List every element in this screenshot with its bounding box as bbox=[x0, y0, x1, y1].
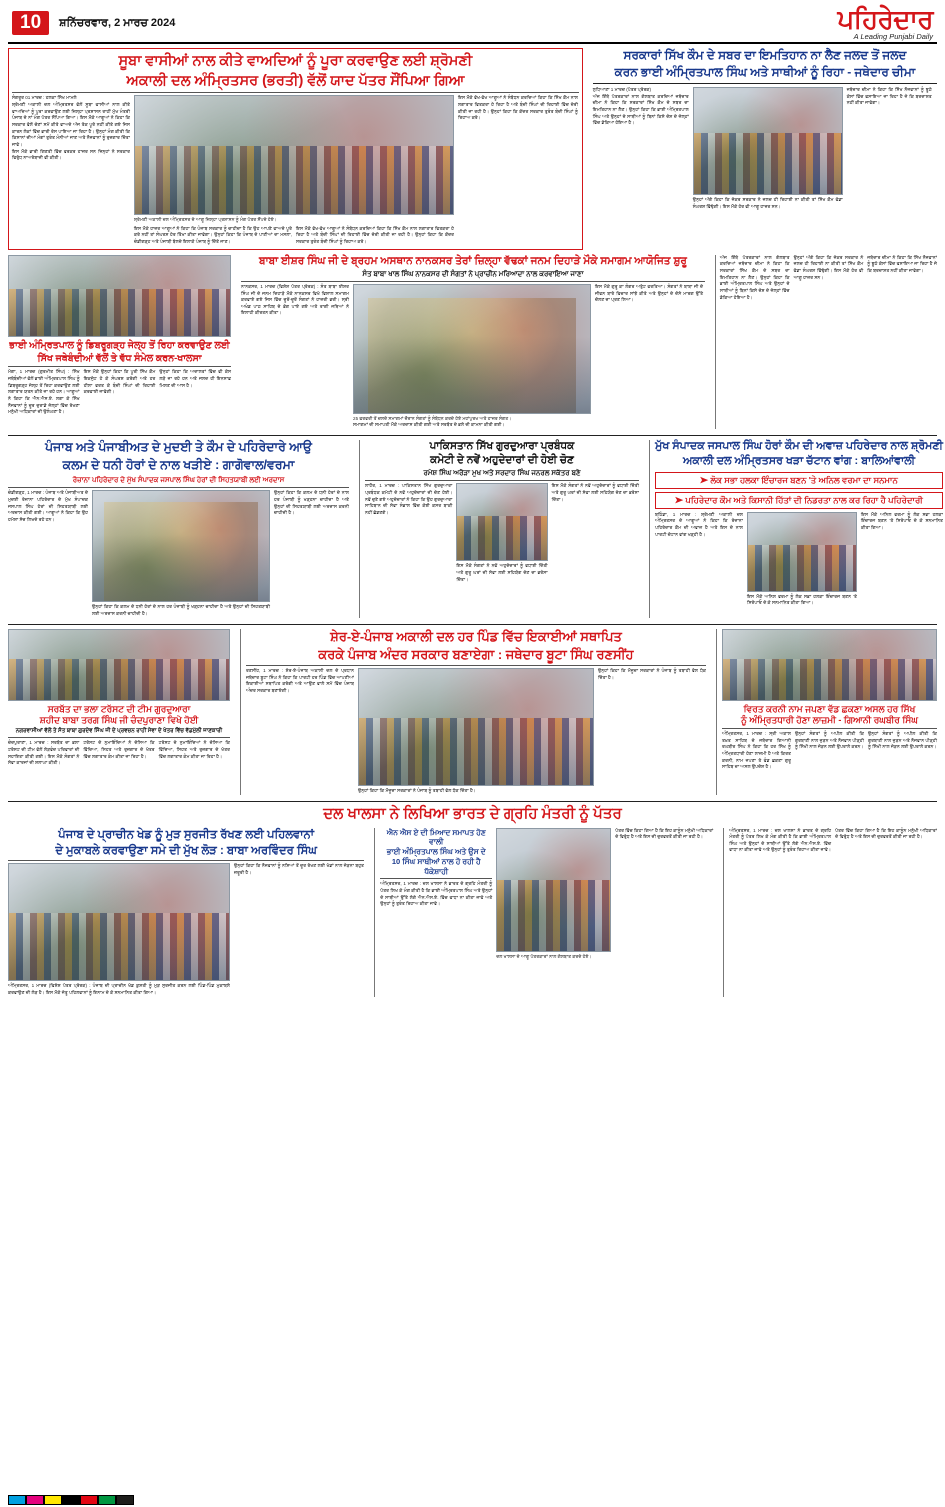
a3-headline-line1: ਭਾਈ ਅੰਮ੍ਰਿਤਪਾਲ ਨੂੰ ਡਿਬਰੂਗੜ੍ਹ ਜੇਲ੍ਹ ਤੋਂ ਰਿਹਾ ਕਰਵਾਉਣ ਲਈ bbox=[9, 339, 230, 351]
a5-headline-line2: ਕਲਮ ਦੇ ਧਨੀ ਹੋਰਾਂ ਦੇ ਨਾਲ ਖੜੀਏ : ਗਾਗੋਵਾਲ/ਵਰਮਾ bbox=[62, 457, 295, 472]
paper-tagline: A Leading Punjabi Daily bbox=[853, 31, 933, 41]
paper-title: ਪਹਿਰੇਦਾਰ bbox=[837, 3, 933, 34]
a7-text2b: ਇਸ ਮੌਕੇ ਅਨਿਲ ਵਰਮਾ ਨੂੰ ਲੋਕ ਸਭਾ ਹਲਕਾ ਇੰਚਾਰਜ ਬਣਨ 'ਤੇ ਸਿਰੋਪਾਓ ਦੇ ਕੇ ਸਨਮਾਨਿਤ ਕੀਤਾ ਗਿਆ। bbox=[861, 511, 943, 530]
article-a1 bbox=[8, 48, 583, 250]
cmyk-swatch-cyan bbox=[8, 1495, 26, 1505]
a3-photo bbox=[8, 255, 231, 337]
a4-text2: ਇਸ ਮੌਕੇ ਗੁਰੂ ਕਾ ਲੰਗਰ ਅਤੁੱਟ ਵਰਤਿਆ। ਸੰਗਤਾਂ ਨੇ ਬਾਬਾ ਜੀ ਦੇ ਜੀਵਨ ਬਾਰੇ ਵਿਚਾਰ ਸਾਂਝੇ ਕੀਤੇ ਅਤੇ ਉਨ੍ਹਾਂ ਦੇ ਦੱਸੇ ਮਾਰਗ ਉੱਤੇ ਚੱਲਣ ਦਾ ਪ੍ਰਣ ਲਿਆ। bbox=[595, 283, 704, 303]
a2-text1: ਅੱਜ ਇੱਥੇ ਪੱਤਰਕਾਰਾਂ ਨਾਲ ਗੱਲਬਾਤ ਕਰਦਿਆਂ ਜਥੇਦਾਰ ਚੀਮਾ ਨੇ ਕਿਹਾ ਕਿ ਸਰਕਾਰਾਂ ਸਿੱਖ ਕੌਮ ਦੇ ਸਬਰ ਦਾ ਇਮਤਿਹਾਨ ਨਾ ਲੈਣ। ਉਨ੍ਹਾਂ ਕਿਹਾ ਕਿ ਭਾਈ ਅੰਮ੍ਰਿਤਪਾਲ ਸਿੰਘ ਅਤੇ ਉਨ੍ਹਾਂ ਦੇ ਸਾਥੀਆਂ ਨੂੰ ਬਿਨਾਂ ਕਿਸੇ ਦੋਸ਼ ਦੇ ਜੇਲ੍ਹਾਂ ਵਿੱਚ ਡੱਕਿਆ ਹੋਇਆ ਹੈ। bbox=[592, 93, 689, 126]
a11-cont-2: ਪੱਤਰ ਵਿੱਚ ਕਿਹਾ ਗਿਆ ਹੈ ਕਿ ਇਹ ਕਾਨੂੰਨ ਮਨੁੱਖੀ ਅਧਿਕਾਰਾਂ ਦੇ ਵਿਰੁੱਧ ਹੈ ਅਤੇ ਇਸ ਦੀ ਦੁਰਵਰਤੋਂ ਕੀਤੀ ਜਾ ਰਹੀ ਹੈ। bbox=[835, 827, 937, 840]
a3-text3: ਉਨ੍ਹਾਂ ਕਿਹਾ ਕਿ ਅਦਾਲਤਾਂ ਵਿੱਚ ਵੀ ਕੇਸ ਲੜੇ ਜਾ ਰਹੇ ਹਨ ਅਤੇ ਜਲਦ ਹੀ ਇਨਸਾਫ਼ ਮਿਲਣ ਦੀ ਆਸ ਹੈ। bbox=[159, 369, 232, 388]
a8-headline-line1: ਸ਼ੇਰ-ਏ-ਪੰਜਾਬ ਅਕਾਲੀ ਦਲ ਹਰ ਪਿੰਡ ਵਿੱਚ ਇਕਾਈਆਂ ਸਥਾਪਿਤ bbox=[330, 628, 622, 644]
a1-photo bbox=[134, 95, 454, 215]
article-a2 bbox=[593, 48, 937, 250]
a6-photo bbox=[456, 483, 547, 561]
a11-cont-1: ਅੰਮ੍ਰਿਤਸਰ, 1 ਮਾਰਚ : ਦਲ ਖਾਲਸਾ ਨੇ ਭਾਰਤ ਦੇ ਗ੍ਰਹਿ ਮੰਤਰੀ ਨੂੰ ਪੱਤਰ ਲਿਖ ਕੇ ਮੰਗ ਕੀਤੀ ਹੈ ਕਿ ਭਾਈ ਅੰਮ੍ਰਿਤਪਾਲ ਸਿੰਘ ਅਤੇ ਉਨ੍ਹਾਂ ਦੇ ਸਾਥੀਆਂ ਉੱਤੇ ਲੱਗੇ ਐਨ.ਐਸ.ਏ. ਵਿੱਚ ਵਾਧਾ ਨਾ ਕੀਤਾ ਜਾਵੇ ਅਤੇ ਉਨ੍ਹਾਂ ਨੂੰ ਤੁਰੰਤ ਰਿਹਾਅ ਕੀਤਾ ਜਾਵੇ। bbox=[729, 827, 832, 853]
a11-subhead-4: ਧੱਕੇਸ਼ਾਹੀ bbox=[424, 866, 449, 876]
article-a10 bbox=[716, 629, 937, 795]
a1-text3b: ਇਸ ਮੌਕੇ ਵੱਖ-ਵੱਖ ਆਗੂਆਂ ਨੇ ਸੰਬੋਧਨ ਕਰਦਿਆਂ ਕਿਹਾ ਕਿ ਸਿੱਖ ਕੌਮ ਨਾਲ ਲਗਾਤਾਰ ਵਿਤਕਰਾ ਹੋ ਰਿਹਾ ਹੈ ਅਤੇ ਬੰਦੀ ਸਿੰਘਾਂ ਦੀ ਰਿਹਾਈ ਵਿੱਚ ਦੇਰੀ ਕੀਤੀ ਜਾ ਰਹੀ ਹੈ। ਉਨ੍ਹਾਂ ਕਿਹਾ ਕਿ ਕੇਂਦਰ ਸਰਕਾਰ ਤੁਰੰਤ ਬੰਦੀ ਸਿੰਘਾਂ ਨੂੰ ਰਿਹਾਅ ਕਰੇ। bbox=[458, 95, 578, 121]
a2-continuation bbox=[715, 255, 937, 429]
article-a6 bbox=[359, 440, 639, 618]
a9-text2: ਟਰੱਸਟ ਦੇ ਨੁਮਾਇੰਦਿਆਂ ਨੇ ਦੱਸਿਆ ਕਿ ਵਿੱਦਿਆ, ਸਿਹਤ ਅਤੇ ਰੁਜ਼ਗਾਰ ਦੇ ਖੇਤਰ ਵਿੱਚ ਲਗਾਤਾਰ ਕੰਮ ਕੀਤਾ ਜਾ ਰਿਹਾ ਹੈ। bbox=[83, 740, 155, 759]
a7-text1: ਬਠਿੰਡਾ, 1 ਮਾਰਚ : ਸ਼੍ਰੋਮਣੀ ਅਕਾਲੀ ਦਲ ਅੰਮ੍ਰਿਤਸਰ ਦੇ ਆਗੂਆਂ ਨੇ ਕਿਹਾ ਕਿ ਰੋਜ਼ਾਨਾ ਪਹਿਰੇਦਾਰ ਕੌਮ ਦੀ ਅਵਾਜ਼ ਹੈ ਅਤੇ ਇਸ ਦੇ ਨਾਲ ਪਾਰਟੀ ਚੱਟਾਨ ਵਾਂਗ ਖੜ੍ਹੀ ਹੈ। bbox=[655, 511, 743, 537]
a6-text1: ਲਾਹੌਰ, 1 ਮਾਰਚ : ਪਾਕਿਸਤਾਨ ਸਿੱਖ ਗੁਰਦੁਆਰਾ ਪ੍ਰਬੰਧਕ ਕਮੇਟੀ ਦੇ ਨਵੇਂ ਅਹੁਦੇਦਾਰਾਂ ਦੀ ਚੋਣ ਹੋਈ। ਨਵੇਂ ਚੁਣੇ ਗਏ ਅਹੁਦੇਦਾਰਾਂ ਨੇ ਕਿਹਾ ਕਿ ਉਹ ਗੁਰਦੁਆਰਾ ਸਾਹਿਬਾਨ ਦੀ ਸੇਵਾ ਸੰਭਾਲ ਵਿੱਚ ਕੋਈ ਕਸਰ ਬਾਕੀ ਨਹੀਂ ਛੱਡਣਗੇ। bbox=[365, 483, 453, 515]
a7-photo bbox=[747, 512, 857, 592]
a2-text3: ਜਥੇਦਾਰ ਚੀਮਾ ਨੇ ਕਿਹਾ ਕਿ ਸਿੱਖ ਨੌਜਵਾਨਾਂ ਨੂੰ ਝੂਠੇ ਕੇਸਾਂ ਵਿੱਚ ਫਸਾਇਆ ਜਾ ਰਿਹਾ ਹੈ ਜੋ ਕਿ ਬਰਦਾਸ਼ਤ ਨਹੀਂ ਕੀਤਾ ਜਾਵੇਗਾ। bbox=[846, 87, 932, 106]
a5-headline-line1: ਪੰਜਾਬ ਅਤੇ ਪੰਜਾਬੀਅਤ ਦੇ ਮੁਦਈ ਤੇ ਕੌਮ ਦੇ ਪਹਿਰੇਦਾਰੇ ਆਉ bbox=[45, 439, 312, 454]
a2-cont-text1: ਅੱਜ ਇੱਥੇ ਪੱਤਰਕਾਰਾਂ ਨਾਲ ਗੱਲਬਾਤ ਕਰਦਿਆਂ ਜਥੇਦਾਰ ਚੀਮਾ ਨੇ ਕਿਹਾ ਕਿ ਸਰਕਾਰਾਂ ਸਿੱਖ ਕੌਮ ਦੇ ਸਬਰ ਦਾ ਇਮਤਿਹਾਨ ਨਾ ਲੈਣ। ਉਨ੍ਹਾਂ ਕਿਹਾ ਕਿ ਭਾਈ ਅੰਮ੍ਰਿਤਪਾਲ ਸਿੰਘ ਅਤੇ ਉਨ੍ਹਾਂ ਦੇ ਸਾਥੀਆਂ ਨੂੰ ਬਿਨਾਂ ਕਿਸੇ ਦੋਸ਼ ਦੇ ਜੇਲ੍ਹਾਂ ਵਿੱਚ ਡੱਕਿਆ ਹੋਇਆ ਹੈ। bbox=[719, 254, 790, 300]
a3-text1: ਸਿੱਖ ਜਥੇਬੰਦੀਆਂ ਵੱਲੋਂ ਭਾਈ ਅੰਮ੍ਰਿਤਪਾਲ ਸਿੰਘ ਨੂੰ ਡਿਬਰੂਗੜ੍ਹ ਜੇਲ੍ਹ ਤੋਂ ਰਿਹਾ ਕਰਵਾਉਣ ਲਈ ਲਗਾਤਾਰ ਯਤਨ ਕੀਤੇ ਜਾ ਰਹੇ ਹਨ। ਆਗੂਆਂ ਨੇ ਕਿਹਾ ਕਿ ਐਨ.ਐਸ.ਏ. ਲਗਾ ਕੇ ਸਿੱਖ ਨੌਜਵਾਨਾਂ ਨੂੰ ਦੂਰ ਦੁਰਾਡੇ ਜੇਲ੍ਹਾਂ ਵਿੱਚ ਰੱਖਣਾ ਮਨੁੱਖੀ ਅਧਿਕਾਰਾਂ ਦੀ ਉਲੰਘਣਾ ਹੈ। bbox=[8, 369, 80, 415]
a1-caption: ਸ਼੍ਰੋਮਣੀ ਅਕਾਲੀ ਦਲ ਅੰਮ੍ਰਿਤਸਰ ਦੇ ਆਗੂ ਜ਼ਿਲ੍ਹਾ ਪ੍ਰਸ਼ਾਸਨ ਨੂੰ ਮੰਗ ਪੱਤਰ ਸੌਂਪਦੇ ਹੋਏ। bbox=[134, 217, 277, 223]
a4-subhead: ਸੰਤ ਬਾਬਾ ਖਾਲ ਸਿੰਘ ਨਾਨਕਸਰ ਦੀ ਸੰਗਤਾਂ ਨੇ ਪ੍ਰਾਚੀਨ ਮਰਿਆਦਾ ਨਾਲ ਕਰਵਾਇਆ ਜਾਣਾ bbox=[362, 270, 584, 278]
a7-headline-line1: ਮੁੱਖ ਸੰਪਾਦਕ ਜਸਪਾਲ ਸਿੰਘ ਹੋਰਾਂ ਕੌਮ ਦੀ ਅਵਾਜ਼ ਪਹਿਰੇਦਾਰ ਨਾਲ ਸ਼੍ਰੋਮਣੀ bbox=[655, 439, 943, 452]
a1-text2: ਇਸ ਮੌਕੇ ਹਾਜ਼ਰ ਆਗੂਆਂ ਨੇ ਕਿਹਾ ਕਿ ਪੰਜਾਬ ਸਰਕਾਰ ਨੂੰ ਚਾਹੀਦਾ ਹੈ ਕਿ ਉਹ ਆਪਣੇ ਵਾਅਦੇ ਪੂਰੇ ਕਰੇ ਨਹੀਂ ਤਾਂ ਸੰਘਰਸ਼ ਹੋਰ ਤਿੱਖਾ ਕੀਤਾ ਜਾਵੇਗਾ। ਉਨ੍ਹਾਂ ਕਿਹਾ ਕਿ ਪੰਜਾਬ ਦੇ ਪਾਣੀਆਂ ਦਾ ਮਸਲਾ, ਚੰਡੀਗੜ੍ਹ ਅਤੇ ਪੰਜਾਬੀ ਬੋਲਦੇ ਇਲਾਕੇ ਪੰਜਾਬ ਨੂੰ ਦਿੱਤੇ ਜਾਣ। bbox=[134, 225, 292, 244]
a2-cont-text3: ਜਥੇਦਾਰ ਚੀਮਾ ਨੇ ਕਿਹਾ ਕਿ ਸਿੱਖ ਨੌਜਵਾਨਾਂ ਨੂੰ ਝੂਠੇ ਕੇਸਾਂ ਵਿੱਚ ਫਸਾਇਆ ਜਾ ਰਿਹਾ ਹੈ ਜੋ ਕਿ ਬਰਦਾਸ਼ਤ ਨਹੀਂ ਕੀਤਾ ਜਾਵੇਗਾ। bbox=[867, 254, 937, 273]
a1-text3: ਇਸ ਮੌਕੇ ਵੱਖ-ਵੱਖ ਆਗੂਆਂ ਨੇ ਸੰਬੋਧਨ ਕਰਦਿਆਂ ਕਿਹਾ ਕਿ ਸਿੱਖ ਕੌਮ ਨਾਲ ਲਗਾਤਾਰ ਵਿਤਕਰਾ ਹੋ ਰਿਹਾ ਹੈ ਅਤੇ ਬੰਦੀ ਸਿੰਘਾਂ ਦੀ ਰਿਹਾਈ ਵਿੱਚ ਦੇਰੀ ਕੀਤੀ ਜਾ ਰਹੀ ਹੈ। ਉਨ੍ਹਾਂ ਕਿਹਾ ਕਿ ਕੇਂਦਰ ਸਰਕਾਰ ਤੁਰੰਤ ਬੰਦੀ ਸਿੰਘਾਂ ਨੂੰ ਰਿਹਾਅ ਕਰੇ। bbox=[296, 225, 454, 244]
a4-headline: ਬਾਬਾ ਈਸ਼ਰ ਸਿੰਘ ਜੀ ਦੇ ਬ੍ਰਹਮ ਅਸਥਾਨ ਨਾਨਕਸਰ ਤੇਰਾਂ ਜ਼ਿਲ੍ਹਾ ਵੱਢਕਾਂ ਜਨਮ ਦਿਹਾੜੇ ਮੌਕੇ ਸਮਾਗਮ ਆਯੋਜਿਤ ਸ਼ੁਰੂ bbox=[259, 254, 687, 267]
a7-banner-1-text: ਲੋਕ ਸਭਾ ਹਲਕਾ ਇੰਚਾਰਜ ਬਣਨ 'ਤੇ ਅਨਿਲ ਵਰਮਾ ਦਾ ਸਨਮਾਨ bbox=[710, 475, 898, 486]
a7-text2: ਇਸ ਮੌਕੇ ਅਨਿਲ ਵਰਮਾ ਨੂੰ ਲੋਕ ਸਭਾ ਹਲਕਾ ਇੰਚਾਰਜ ਬਣਨ 'ਤੇ ਸਿਰੋਪਾਓ ਦੇ ਕੇ ਸਨਮਾਨਿਤ ਕੀਤਾ ਗਿਆ। bbox=[747, 593, 857, 606]
a6-headline-line1: ਪਾਕਿਸਤਾਨ ਸਿੱਖ ਗੁਰਦੁਆਰਾ ਪ੍ਰਬੰਧਕ bbox=[429, 439, 575, 452]
a11-subhead-2: ਭਾਈ ਅੰਮ੍ਰਿਤਪਾਲ ਸਿੰਘ ਅਤੇ ਉਸ ਦੇ bbox=[386, 847, 486, 856]
article-a7 bbox=[649, 440, 943, 618]
a3-dateline: ਮੋਗਾ, 1 ਮਾਰਚ (ਗੁਰਮੀਤ ਸਿੰਘ) : bbox=[8, 369, 70, 375]
a10-text1: ਅੰਮ੍ਰਿਤਸਰ, 1 ਮਾਰਚ : ਸ੍ਰੀ ਅਕਾਲ ਤਖ਼ਤ ਸਾਹਿਬ ਦੇ ਜਥੇਦਾਰ ਗਿਆਨੀ ਰਘਬੀਰ ਸਿੰਘ ਨੇ ਕਿਹਾ ਕਿ ਹਰ ਸਿੱਖ ਨੂੰ ਅੰਮ੍ਰਿਤਧਾਰੀ ਹੋਣਾ ਲਾਜ਼ਮੀ ਹੈ ਅਤੇ ਕਿਰਤ ਕਰਨੀ, ਨਾਮ ਜਪਣਾ ਤੇ ਵੰਡ ਛਕਣਾ ਗੁਰੂ ਸਾਹਿਬ ਦਾ ਅਸਲ ਉਪਦੇਸ਼ ਹੈ। bbox=[721, 731, 791, 770]
a11-text2: ਪੱਤਰ ਵਿੱਚ ਕਿਹਾ ਗਿਆ ਹੈ ਕਿ ਇਹ ਕਾਨੂੰਨ ਮਨੁੱਖੀ ਅਧਿਕਾਰਾਂ ਦੇ ਵਿਰੁੱਧ ਹੈ ਅਤੇ ਇਸ ਦੀ ਦੁਰਵਰਤੋਂ ਕੀਤੀ ਜਾ ਰਹੀ ਹੈ। bbox=[615, 827, 714, 840]
a2-headline-line1: ਸਰਕਾਰਾਂ ਸਿੱਖ ਕੌਮ ਦੇ ਸਬਰ ਦਾ ਇਮਤਿਹਾਨ ਨਾ ਲੈਣ ਜਲਦ ਤੋਂ ਜਲਦ bbox=[623, 48, 907, 62]
article-a12 bbox=[8, 828, 364, 997]
article-a8 bbox=[240, 629, 706, 795]
a7-banner-1 bbox=[660, 475, 938, 486]
a9-photo bbox=[8, 629, 230, 701]
a10-photo bbox=[722, 629, 937, 701]
article-a9 bbox=[8, 629, 230, 795]
arrow-right-icon-2: ➤ bbox=[675, 495, 684, 506]
a12-text1: ਅੰਮ੍ਰਿਤਸਰ, 1 ਮਾਰਚ (ਵਿਸ਼ੇਸ਼ ਪੱਤਰ ਪ੍ਰੇਰਕ) : ਪੰਜਾਬ ਦੀ ਪ੍ਰਾਚੀਨ ਖੇਡ ਕੁਸ਼ਤੀ ਨੂੰ ਮੁੜ ਸੁਰਜੀਤ ਕਰਨ ਲਈ ਪਿੰਡ-ਪਿੰਡ ਮੁਕਾਬਲੇ ਕਰਵਾਉਣ ਦੀ ਲੋੜ ਹੈ। ਇਸ ਮੌਕੇ ਜੇਤੂ ਪਹਿਲਵਾਨਾਂ ਨੂੰ ਇਨਾਮ ਦੇ ਕੇ ਸਨਮਾਨਿਤ ਕੀਤਾ ਗਿਆ। bbox=[8, 983, 230, 995]
a10-text2: ਉਨ੍ਹਾਂ ਸੰਗਤਾਂ ਨੂੰ ਅਪੀਲ ਕੀਤੀ ਕਿ ਗੁਰਬਾਣੀ ਨਾਲ ਜੁੜਨ ਅਤੇ ਨੌਜਵਾਨ ਪੀੜ੍ਹੀ ਨੂੰ ਸਿੱਖੀ ਨਾਲ ਜੋੜਨ ਲਈ ਉਪਰਾਲੇ ਕਰਨ। bbox=[794, 731, 864, 750]
a4-text3: ਸਮਾਗਮਾਂ ਦੀ ਸਮਾਪਤੀ ਮੌਕੇ ਅਰਦਾਸ ਕੀਤੀ ਗਈ ਅਤੇ ਸਰਬੱਤ ਦੇ ਭਲੇ ਦੀ ਕਾਮਨਾ ਕੀਤੀ ਗਈ। bbox=[353, 422, 505, 428]
a2-headline-line2: ਕਰਨ ਭਾਈ ਅੰਮ੍ਰਿਤਪਾਲ ਸਿੰਘ ਅਤੇ ਸਾਥੀਆਂ ਨੂੰ ਰਿਹਾ - ਜਥੇਦਾਰ ਚੀਮਾ bbox=[614, 65, 916, 79]
cmyk-registration-strip bbox=[8, 1495, 134, 1505]
a1-text4: ਇਸ ਮੌਕੇ ਭਾਰੀ ਗਿਣਤੀ ਵਿੱਚ ਵਰਕਰ ਹਾਜ਼ਰ ਸਨ ਜਿਨ੍ਹਾਂ ਨੇ ਸਰਕਾਰ ਵਿਰੁੱਧ ਨਾਅਰੇਬਾਜ਼ੀ ਵੀ ਕੀਤੀ। bbox=[12, 148, 130, 161]
page-number: 10 bbox=[12, 11, 49, 35]
a6-text2: ਇਸ ਮੌਕੇ ਸੰਗਤਾਂ ਨੇ ਨਵੇਂ ਅਹੁਦੇਦਾਰਾਂ ਨੂੰ ਵਧਾਈ ਦਿੱਤੀ ਅਤੇ ਗੁਰੂ ਘਰਾਂ ਦੀ ਸੇਵਾ ਲਈ ਸਹਿਯੋਗ ਦੇਣ ਦਾ ਭਰੋਸਾ ਦਿੱਤਾ। bbox=[456, 563, 548, 582]
top-band bbox=[8, 48, 937, 250]
a1-headline-line2: ਅਕਾਲੀ ਦਲ ਅੰਮ੍ਰਿਤਸਰ (ਭਰਤੀ) ਵੱਲੋਂ ਯਾਦ ਪੱਤਰ ਸੌਂਪਿਆ ਗਿਆ bbox=[126, 73, 465, 90]
a10-headline-line1: ਵਿਰਤ ਕਰਨੀ ਨਾਮ ਜਪਣਾ ਵੱਡ ਛਕਣਾ ਅਸਲ ਹਰ ਸਿੱਖ bbox=[743, 703, 916, 714]
a5-photo bbox=[92, 490, 270, 602]
cmyk-swatch-green bbox=[98, 1495, 116, 1505]
a4-photo bbox=[353, 284, 591, 414]
a6-headline-line2: ਕਮੇਟੀ ਦੇ ਨਵੇਂ ਅਹੁਦੇਦਾਰਾਂ ਦੀ ਹੋਈ ਚੋਣ bbox=[430, 454, 574, 467]
a4-caption: 25 ਫਰਵਰੀ ਤੋਂ ਚਲਦੇ ਸਮਾਗਮਾਂ ਦੌਰਾਨ ਸੰਗਤਾਂ ਨੂੰ ਸੰਬੋਧਨ ਕਰਦੇ ਹੋਏ ਮਹਾਂਪੁਰਖ ਅਤੇ ਹਾਜ਼ਰ ਸੰਗਤ। bbox=[353, 415, 512, 421]
a12-headline-line2: ਦੇ ਮੁਕਾਬਲੇ ਕਰਵਾਉਣਾ ਸਮੇ ਦੀ ਮੁੱਖ ਲੋੜ : ਬਾਬਾ ਅਰਵਿੰਦਰ ਸਿੰਘ bbox=[55, 844, 317, 857]
cmyk-swatch-magenta bbox=[26, 1495, 44, 1505]
a3-text2: ਇਸ ਮੌਕੇ ਉਨ੍ਹਾਂ ਕਿਹਾ ਕਿ ਪੂਰੀ ਸਿੱਖ ਕੌਮ ਇਕਜੁੱਟ ਹੋ ਕੇ ਸੰਘਰਸ਼ ਕਰੇਗੀ ਅਤੇ ਹਰ ਹੀਲਾ ਵਰਤ ਕੇ ਬੰਦੀ ਸਿੰਘਾਂ ਦੀ ਰਿਹਾਈ ਕਰਵਾਈ ਜਾਵੇਗੀ। bbox=[83, 369, 156, 395]
a10-headline-line2: ਨੂੰ ਅੰਮ੍ਰਿਤਧਾਰੀ ਹੋਣਾ ਲਾਜ਼ਮੀ - ਗਿਆਨੀ ਰਘਬੀਰ ਸਿੰਘ bbox=[741, 714, 918, 725]
a11-subhead-3: 10 ਸਿੰਘ ਸਾਥੀਆਂ ਨਾਲ ਹੋ ਰਹੀ ਹੈ bbox=[391, 856, 481, 866]
article-a5 bbox=[8, 440, 349, 618]
date-line: ਸ਼ਨਿੱਚਰਵਾਰ, 2 ਮਾਰਚ 2024 bbox=[59, 16, 176, 29]
fourth-band bbox=[8, 624, 937, 795]
a2-cont-text2: ਉਨ੍ਹਾਂ ਅੱਗੇ ਕਿਹਾ ਕਿ ਜੇਕਰ ਸਰਕਾਰ ਨੇ ਜਲਦ ਹੀ ਰਿਹਾਈ ਨਾ ਕੀਤੀ ਤਾਂ ਸਿੱਖ ਕੌਮ ਵੱਡਾ ਸੰਘਰਸ਼ ਵਿੱਢੇਗੀ। ਇਸ ਮੌਕੇ ਹੋਰ ਵੀ ਆਗੂ ਹਾਜ਼ਰ ਸਨ। bbox=[793, 254, 864, 280]
a6-text2b: ਇਸ ਮੌਕੇ ਸੰਗਤਾਂ ਨੇ ਨਵੇਂ ਅਹੁਦੇਦਾਰਾਂ ਨੂੰ ਵਧਾਈ ਦਿੱਤੀ ਅਤੇ ਗੁਰੂ ਘਰਾਂ ਦੀ ਸੇਵਾ ਲਈ ਸਹਿਯੋਗ ਦੇਣ ਦਾ ਭਰੋਸਾ ਦਿੱਤਾ। bbox=[551, 483, 639, 502]
a2-dateline: ਲੁਧਿਆਣਾ 1 ਮਾਰਚ (ਪੱਤਰ ਪ੍ਰੇਰਕ) bbox=[592, 87, 652, 92]
article-a4 bbox=[241, 255, 705, 429]
cmyk-swatch-red bbox=[80, 1495, 98, 1505]
masthead-left bbox=[12, 11, 175, 35]
a7-banner-2-text: ਪਹਿਰੇਦਾਰ ਕੌਮ ਅਤੇ ਕਿਸਾਨੀ ਹਿੱਤਾਂ ਦੀ ਨਿਡਰਤਾ ਨਾਲ ਕਰ ਰਿਹਾ ਹੈ ਪਹਿਰੇਦਾਰੀ bbox=[685, 495, 923, 506]
second-band bbox=[8, 255, 937, 429]
a1-dateline: ਸੰਗਰੂਰ 01 ਮਾਰਚ : ਹਲਕਾ ਸਿੱਖ ਮਾਮਲੇ bbox=[12, 95, 77, 101]
cmyk-swatch-key bbox=[116, 1495, 134, 1505]
a5-subhead: ਰੋਜ਼ਾਨਾ ਪਹਿਰੇਦਾਰ ਦੇ ਮੁੱਖ ਸੰਪਾਦਕ ਜਸਪਾਲ ਸਿੰਘ ਹੇਰਾਂ ਦੀ ਸਿਹਤਯਾਬੀ ਲਈ ਅਰਦਾਸ bbox=[72, 477, 285, 485]
a7-headline-line2: ਅਕਾਲੀ ਦਲ ਅੰਮ੍ਰਿਤਸਰ ਖੜਾ ਚੱਟਾਨ ਵਾਂਗ : ਬਾਲਿਆਂਵਾਲੀ bbox=[682, 454, 916, 467]
arrow-right-icon: ➤ bbox=[700, 475, 709, 486]
a8-text2b: ਉਨ੍ਹਾਂ ਕਿਹਾ ਕਿ ਮੌਜੂਦਾ ਸਰਕਾਰਾਂ ਨੇ ਪੰਜਾਬ ਨੂੰ ਤਬਾਹੀ ਵੱਲ ਧੱਕ ਦਿੱਤਾ ਹੈ। bbox=[597, 668, 706, 680]
a8-photo bbox=[358, 668, 594, 786]
a5-text2: ਉਨ੍ਹਾਂ ਕਿਹਾ ਕਿ ਕਲਮ ਦੇ ਧਨੀ ਹੋਰਾਂ ਦੇ ਨਾਲ ਹਰ ਪੰਜਾਬੀ ਨੂੰ ਖੜ੍ਹਨਾ ਚਾਹੀਦਾ ਹੈ ਅਤੇ ਉਨ੍ਹਾਂ ਦੀ ਸਿਹਤਯਾਬੀ ਲਈ ਅਰਦਾਸ ਕਰਨੀ ਚਾਹੀਦੀ ਹੈ। bbox=[92, 604, 270, 616]
a12-photo bbox=[8, 863, 230, 981]
a9-subhead: ਨਗਰਵਾਸੀਆਂ ਵੱਲੋਂ ਤੇ ਸੰਤ ਬਾਬਾ ਗੁਰਦੇਵ ਸਿੰਘ ਜੀ ਦੇ ਪ੍ਰਵਚਨ ਰਾਹੀਂ ਸੇਵਾ ਦੇ ਖੇਤਰ ਵਿੱਚ ਵੱਡਮੁੱਲੀ ਜਾਣਕਾਰੀ bbox=[15, 728, 223, 735]
a9-text2b: ਟਰੱਸਟ ਦੇ ਨੁਮਾਇੰਦਿਆਂ ਨੇ ਦੱਸਿਆ ਕਿ ਵਿੱਦਿਆ, ਸਿਹਤ ਅਤੇ ਰੁਜ਼ਗਾਰ ਦੇ ਖੇਤਰ ਵਿੱਚ ਲਗਾਤਾਰ ਕੰਮ ਕੀਤਾ ਜਾ ਰਿਹਾ ਹੈ। bbox=[158, 740, 230, 759]
a4-text1: ਨਾਨਕਸਰ, 1 ਮਾਰਚ (ਵਿਸ਼ੇਸ਼ ਪੱਤਰ ਪ੍ਰੇਰਕ) : ਸੰਤ ਬਾਬਾ ਈਸ਼ਰ ਸਿੰਘ ਜੀ ਦੇ ਜਨਮ ਦਿਹਾੜੇ ਮੌਕੇ ਨਾਨਕਸਰ ਵਿਖੇ ਵਿਸ਼ਾਲ ਸਮਾਗਮ ਕਰਵਾਏ ਗਏ ਜਿਸ ਵਿੱਚ ਦੂਰੋਂ-ਦੂਰੋਂ ਸੰਗਤਾਂ ਨੇ ਹਾਜ਼ਰੀ ਭਰੀ। ਸ੍ਰੀ ਅਖੰਡ ਪਾਠ ਸਾਹਿਬ ਦੇ ਭੋਗ ਪਾਏ ਗਏ ਅਤੇ ਰਾਗੀ ਜਥਿਆਂ ਨੇ ਇਲਾਹੀ ਕੀਰਤਨ ਕੀਤਾ। bbox=[241, 283, 350, 316]
a11-banner bbox=[8, 801, 937, 824]
a8-text1: ਰਣਸੀਂਹ, 1 ਮਾਰਚ : ਸ਼ੇਰ-ਏ-ਪੰਜਾਬ ਅਕਾਲੀ ਦਲ ਦੇ ਪ੍ਰਧਾਨ ਜਥੇਦਾਰ ਬੂਟਾ ਸਿੰਘ ਨੇ ਕਿਹਾ ਕਿ ਪਾਰਟੀ ਹਰ ਪਿੰਡ ਵਿੱਚ ਆਪਣੀਆਂ ਇਕਾਈਆਂ ਸਥਾਪਿਤ ਕਰੇਗੀ ਅਤੇ ਆਉਣ ਵਾਲੇ ਸਮੇਂ ਵਿੱਚ ਪੰਜਾਬ ਅੰਦਰ ਸਰਕਾਰ ਬਣਾਏਗੀ। bbox=[245, 668, 354, 694]
masthead-right bbox=[837, 3, 934, 41]
cmyk-swatch-yellow bbox=[44, 1495, 62, 1505]
a9-text1: ਚੰਦਪੁਰਾਣਾ, 1 ਮਾਰਚ : ਸਰਬੱਤ ਦਾ ਭਲਾ ਟਰੱਸਟ ਦੀ ਟੀਮ ਵੱਲੋਂ ਲੋੜਵੰਦ ਪਰਿਵਾਰਾਂ ਦੀ ਸਹਾਇਤਾ ਕੀਤੀ ਗਈ। ਇਸ ਮੌਕੇ ਸੰਗਤਾਂ ਨੇ ਸੇਵਾ ਕਾਰਜਾਂ ਦੀ ਸ਼ਲਾਘਾ ਕੀਤੀ। bbox=[8, 740, 80, 766]
a2-photo bbox=[693, 87, 843, 195]
a11-continuation bbox=[723, 828, 937, 997]
a12-headline-line1: ਪੰਜਾਬ ਦੇ ਪ੍ਰਾਚੀਨ ਖੇਡ ਨੂੰ ਮੁੜ ਸੁਰਜੀਤ ਰੱਖਣ ਲਈ ਪਹਿਲਵਾਨਾਂ bbox=[58, 828, 314, 841]
a7-banner-2 bbox=[660, 495, 938, 506]
a9-headline-line2: ਸ਼ਹੀਦ ਬਾਬਾ ਤਰਗ ਸਿੰਘ ਜੀ ਚੰਦਪੁਰਾਣਾ ਵਿਖੇ ਹੋਈ bbox=[39, 714, 199, 725]
a11-photo bbox=[496, 828, 611, 952]
a1-headline-line1: ਸੂਬਾ ਵਾਸੀਆਂ ਨਾਲ ਕੀਤੇ ਵਾਅਦਿਆਂ ਨੂੰ ਪੂਰਾ ਕਰਵਾਉਣ ਲਈ ਸ਼੍ਰੋਮਣੀ bbox=[118, 53, 473, 69]
a12-text2: ਉਨ੍ਹਾਂ ਕਿਹਾ ਕਿ ਨੌਜਵਾਨਾਂ ਨੂੰ ਨਸ਼ਿਆਂ ਤੋਂ ਦੂਰ ਰੱਖਣ ਲਈ ਖੇਡਾਂ ਨਾਲ ਜੋੜਨਾ ਬਹੁਤ ਜ਼ਰੂਰੀ ਹੈ। bbox=[234, 863, 364, 875]
a11-headline: ਦਲ ਖਾਲਸਾ ਨੇ ਲਿਖਿਆ ਭਾਰਤ ਦੇ ਗ੍ਰਹਿ ਮੰਤਰੀ ਨੂੰ ਪੱਤਰ bbox=[323, 804, 622, 822]
a3-headline-line2: ਸਿੱਖ ਜਥੇਬੰਦੀਆਂ ਵੱਲੋਂ ਤੇ ਵੱਧ ਸੰਮੇਲ ਕਰਨ-ਖਾਲਸਾ bbox=[37, 352, 202, 364]
article-a11 bbox=[374, 828, 713, 997]
cmyk-swatch-black bbox=[62, 1495, 80, 1505]
a11-caption: ਦਲ ਖਾਲਸਾ ਦੇ ਆਗੂ ਪੱਤਰਕਾਰਾਂ ਨਾਲ ਗੱਲਬਾਤ ਕਰਦੇ ਹੋਏ। bbox=[496, 953, 592, 959]
a8-headline-line2: ਕਰਕੇ ਪੰਜਾਬ ਅੰਦਰ ਸਰਕਾਰ ਬਣਾਏਗਾ : ਜਥੇਦਾਰ ਬੂਟਾ ਸਿੰਘ ਰਣਸੀਂਹ bbox=[318, 646, 634, 662]
article-a3 bbox=[8, 255, 231, 429]
third-band bbox=[8, 435, 943, 618]
a1-text1: ਸ਼੍ਰੋਮਣੀ ਅਕਾਲੀ ਦਲ ਅੰਮ੍ਰਿਤਸਰ ਵੱਲੋਂ ਸੂਬਾ ਵਾਸੀਆਂ ਨਾਲ ਕੀਤੇ ਵਾਅਦਿਆਂ ਨੂੰ ਪੂਰਾ ਕਰਵਾਉਣ ਲਈ ਜ਼ਿਲ੍ਹਾ ਪ੍ਰਸ਼ਾਸਨ ਰਾਹੀਂ ਮੁੱਖ ਮੰਤਰੀ ਪੰਜਾਬ ਦੇ ਨਾਂ ਮੰਗ ਪੱਤਰ ਸੌਂਪਿਆ ਗਿਆ। ਇਸ ਮੌਕੇ ਆਗੂਆਂ ਨੇ ਕਿਹਾ ਕਿ ਸਰਕਾਰ ਵੱਲੋਂ ਚੋਣਾਂ ਸਮੇਂ ਕੀਤੇ ਵਾਅਦੇ ਅੱਜ ਤੱਕ ਪੂਰੇ ਨਹੀਂ ਕੀਤੇ ਗਏ ਜਿਸ ਕਾਰਨ ਲੋਕਾਂ ਵਿੱਚ ਭਾਰੀ ਰੋਸ ਪਾਇਆ ਜਾ ਰਿਹਾ ਹੈ। ਉਨ੍ਹਾਂ ਮੰਗ ਕੀਤੀ ਕਿ ਕਿਸਾਨਾਂ ਦੀਆਂ ਮੰਗਾਂ ਤੁਰੰਤ ਮੰਨੀਆਂ ਜਾਣ ਅਤੇ ਨੌਜਵਾਨਾਂ ਨੂੰ ਰੁਜ਼ਗਾਰ ਦਿੱਤਾ ਜਾਵੇ। bbox=[12, 101, 130, 147]
a10-text2b: ਉਨ੍ਹਾਂ ਸੰਗਤਾਂ ਨੂੰ ਅਪੀਲ ਕੀਤੀ ਕਿ ਗੁਰਬਾਣੀ ਨਾਲ ਜੁੜਨ ਅਤੇ ਨੌਜਵਾਨ ਪੀੜ੍ਹੀ ਨੂੰ ਸਿੱਖੀ ਨਾਲ ਜੋੜਨ ਲਈ ਉਪਰਾਲੇ ਕਰਨ। bbox=[867, 731, 937, 750]
a5-text1: ਚੰਡੀਗੜ੍ਹ, 1 ਮਾਰਚ : ਪੰਜਾਬ ਅਤੇ ਪੰਜਾਬੀਅਤ ਦੇ ਮੁਦਈ ਰੋਜ਼ਾਨਾ ਪਹਿਰੇਦਾਰ ਦੇ ਮੁੱਖ ਸੰਪਾਦਕ ਜਸਪਾਲ ਸਿੰਘ ਹੇਰਾਂ ਦੀ ਸਿਹਤਯਾਬੀ ਲਈ ਅਰਦਾਸ ਕੀਤੀ ਗਈ। ਆਗੂਆਂ ਨੇ ਕਿਹਾ ਕਿ ਉਹ ਹਮੇਸ਼ਾ ਸੱਚ ਲਿਖਦੇ ਰਹੇ ਹਨ। bbox=[8, 490, 88, 522]
a9-headline-line1: ਸਰਬੱਤ ਦਾ ਭਲਾ ਟਰੱਸਟ ਦੀ ਟੀਮ ਗੁਰਦੁਆਰਾ bbox=[47, 703, 191, 714]
a2-text2: ਉਨ੍ਹਾਂ ਅੱਗੇ ਕਿਹਾ ਕਿ ਜੇਕਰ ਸਰਕਾਰ ਨੇ ਜਲਦ ਹੀ ਰਿਹਾਈ ਨਾ ਕੀਤੀ ਤਾਂ ਸਿੱਖ ਕੌਮ ਵੱਡਾ ਸੰਘਰਸ਼ ਵਿੱਢੇਗੀ। ਇਸ ਮੌਕੇ ਹੋਰ ਵੀ ਆਗੂ ਹਾਜ਼ਰ ਸਨ। bbox=[692, 197, 843, 209]
a6-subhead: ਰਮੇਸ਼ ਸਿੰਘ ਅਰੋੜਾ ਮੁਖ ਅਤੇ ਸਰਦਾਰ ਸਿੰਘ ਜਨਰਲ ਸਕੱਤਰ ਬਣੇ bbox=[423, 470, 581, 478]
a5-text2b: ਉਨ੍ਹਾਂ ਕਿਹਾ ਕਿ ਕਲਮ ਦੇ ਧਨੀ ਹੋਰਾਂ ਦੇ ਨਾਲ ਹਰ ਪੰਜਾਬੀ ਨੂੰ ਖੜ੍ਹਨਾ ਚਾਹੀਦਾ ਹੈ ਅਤੇ ਉਨ੍ਹਾਂ ਦੀ ਸਿਹਤਯਾਬੀ ਲਈ ਅਰਦਾਸ ਕਰਨੀ ਚਾਹੀਦੀ ਹੈ। bbox=[274, 490, 349, 516]
a11-text1: ਅੰਮ੍ਰਿਤਸਰ, 1 ਮਾਰਚ : ਦਲ ਖਾਲਸਾ ਨੇ ਭਾਰਤ ਦੇ ਗ੍ਰਹਿ ਮੰਤਰੀ ਨੂੰ ਪੱਤਰ ਲਿਖ ਕੇ ਮੰਗ ਕੀਤੀ ਹੈ ਕਿ ਭਾਈ ਅੰਮ੍ਰਿਤਪਾਲ ਸਿੰਘ ਅਤੇ ਉਨ੍ਹਾਂ ਦੇ ਸਾਥੀਆਂ ਉੱਤੇ ਲੱਗੇ ਐਨ.ਐਸ.ਏ. ਵਿੱਚ ਵਾਧਾ ਨਾ ਕੀਤਾ ਜਾਵੇ ਅਤੇ ਉਨ੍ਹਾਂ ਨੂੰ ਤੁਰੰਤ ਰਿਹਾਅ ਕੀਤਾ ਜਾਵੇ। bbox=[380, 881, 493, 907]
masthead bbox=[8, 3, 937, 44]
a11-subhead-1: ਐਨ ਐਸ ਏ ਦੀ ਮਿਆਦ ਸਮਾਪਤ ਹੋਣ ਵਾਲੀ bbox=[386, 827, 486, 847]
a8-text2: ਉਨ੍ਹਾਂ ਕਿਹਾ ਕਿ ਮੌਜੂਦਾ ਸਰਕਾਰਾਂ ਨੇ ਪੰਜਾਬ ਨੂੰ ਤਬਾਹੀ ਵੱਲ ਧੱਕ ਦਿੱਤਾ ਹੈ। bbox=[357, 788, 476, 794]
bottom-band bbox=[8, 828, 937, 997]
